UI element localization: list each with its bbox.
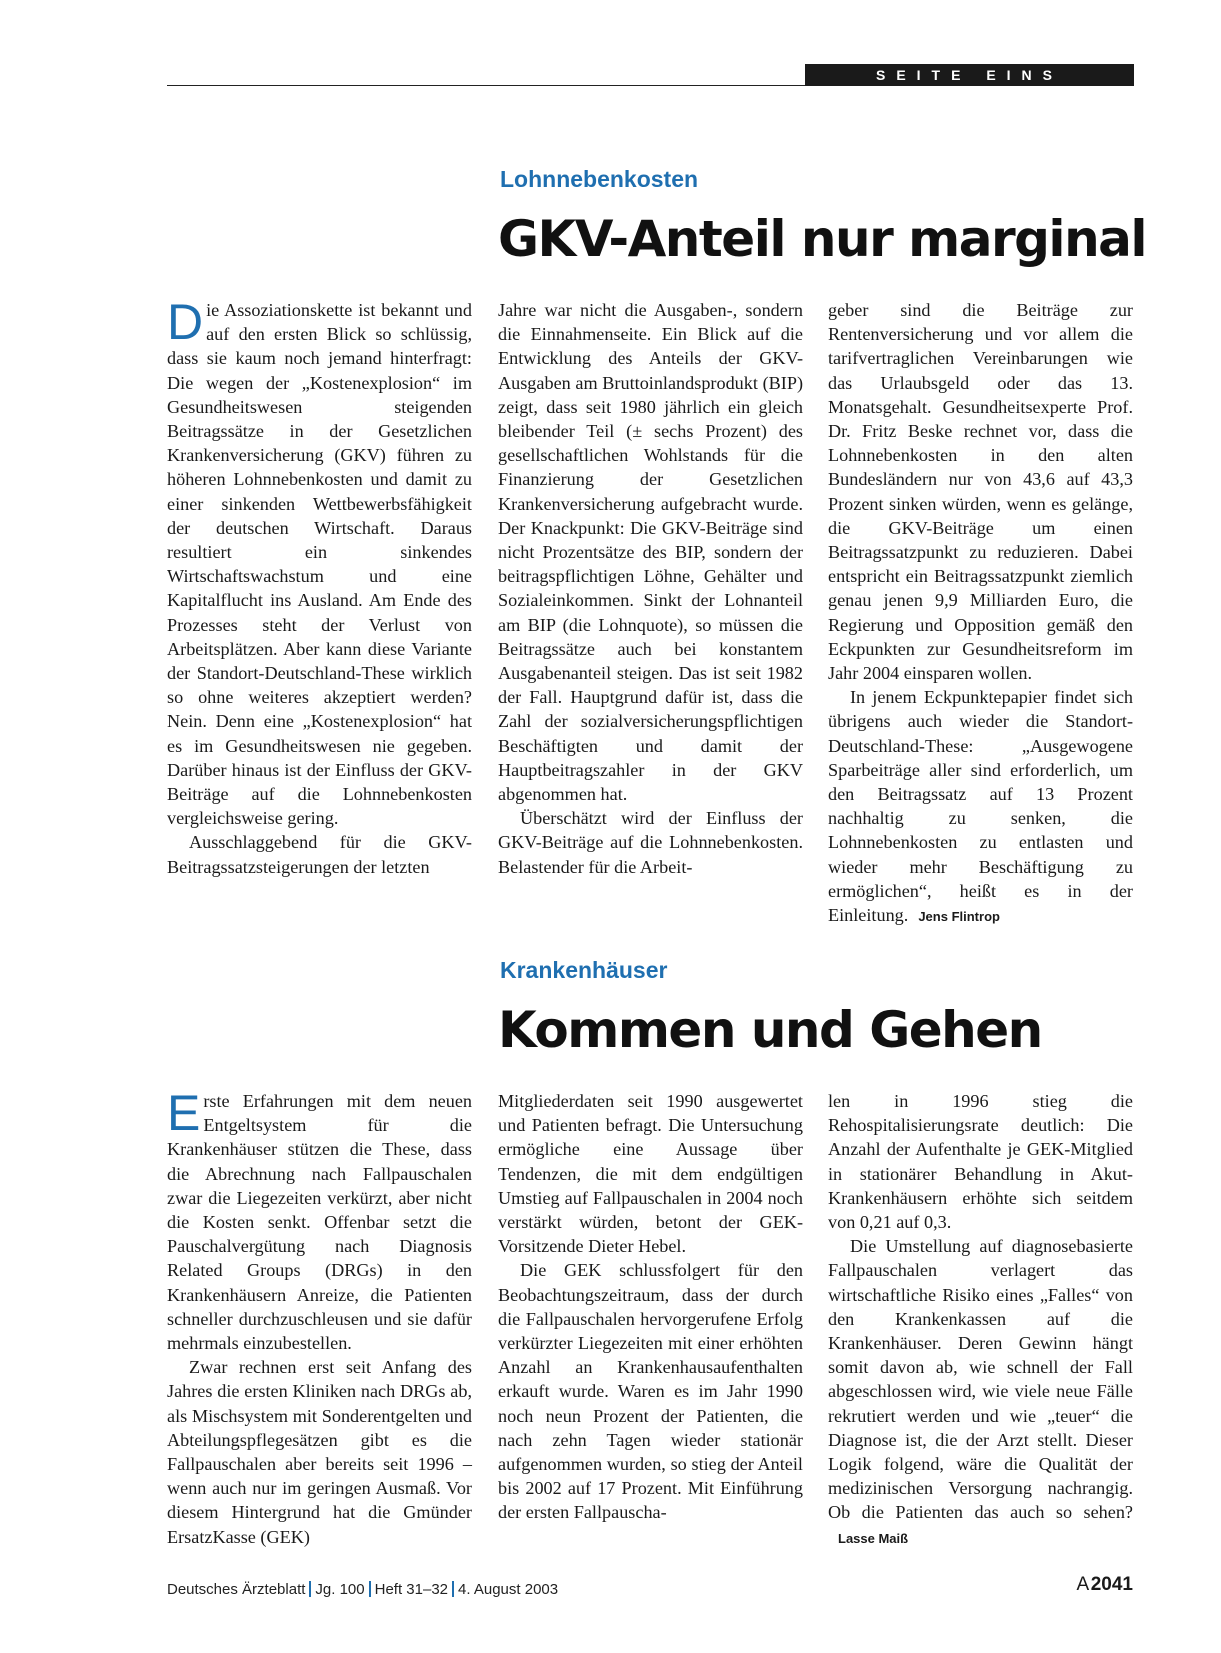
- paragraph: geber sind die Beiträge zur Rentenversicherung und vor allem die tarifvertraglichen Vereinbarungen wie das Urlaubsgeld oder das 13. Monatsgehalt. Gesundheitsexperte Prof. Dr. Fritz Beske rechnet vor, dass die Lohnnebenkosten in den alten Bundesländern nur von 43,6 auf 43,3 Prozent sinken würden, wenn es gelänge, die GKV-Beiträge um einen Beitragssatzpunkt zu reduzieren. Dabei entspricht ein Beitragssatzpunkt ziemlich genau jenen 9,9 Milliarden Euro, die Regierung und Opposition gemäß den Eckpunkten zur Gesundheitsreform im Jahr 2004 einsparen wollen.: [828, 300, 1133, 684]
- paragraph: ie Assoziationskette ist bekannt und auf den ersten Blick so schlüssig, dass sie kaum noch jemand hinterfragt: Die wegen der „Kostenexplosion“ im Gesundheitswesen steigenden Beitragssätze in der Gesetzlichen Krankenversicherung (GKV) führen zu höheren Lohnnebenkosten und damit zu einer sinkenden Wettbewerbsfähigkeit der deutschen Wirtschaft. Daraus resultiert ein sinkendes Wirtschaftswachstum und eine Kapitalflucht ins Ausland. Am Ende des Prozesses steht der Verlust von Arbeitsplätzen. Aber kann diese Variante der Standort-Deutschland-These wirklich so ohne weiteres akzeptiert werden? Nein. Denn eine „Kostenexplosion“ hat es im Gesundheitswesen nie gegeben. Darüber hinaus ist der Einfluss der GKV-Beiträge auf die Lohnnebenkosten vergleichsweise gering.: [167, 300, 472, 829]
- paragraph: Die Umstellung auf diagnosebasierte Fallpauschalen verlagert das wirtschaftliche Risiko eines „Falles“ von den Krankenkassen auf die Krankenhäuser. Deren Gewinn hängt somit davon ab, wie schnell der Fall abgeschlossen wird, wie viele neue Fälle rekrutiert werden und wie „teuer“ die Diagnose ist, die der Arzt stellt. Dieser Logik folgend, wäre die Qualität der medizinischen Versorgung nachrangig. Ob die Patienten das auch so sehen?: [828, 1236, 1133, 1523]
- footer-separator: [369, 1581, 371, 1597]
- journal-name: Deutsches Ärzteblatt: [167, 1581, 306, 1598]
- section-badge: SEITE EINS: [805, 64, 1134, 86]
- paragraph: Ausschlaggebend für die GKV-Beitragssatzsteigerungen der letzten: [167, 832, 472, 877]
- paragraph: In jenem Eckpunktepapier findet sich übrigens auch wieder die Standort-Deutschland-These: „Ausgewogene Sparbeiträge aller sind erforderlich, um den Beitragssatz auf 13 Prozent nachhaltig zu senken, die Lohnnebenkosten zu entlasten und wieder mehr Beschäftigung zu ermöglichen“, heißt es in der Einleitung.: [828, 687, 1133, 926]
- article2-kicker: Krankenhäuser: [500, 957, 668, 983]
- journal-volume: Jg. 100: [315, 1581, 365, 1598]
- paragraph: Die GEK schlussfolgert für den Beobachtungszeitraum, dass der durch die Fallpauschalen hervorgerufene Erfolg verkürzter Liegezeiten mit einer erhöhten Anzahl an Krankenhausaufenthalten erkauft wurde. Waren es im Jahr 1990 noch neun Prozent der Patienten, die nach zehn Tagen wieder stationär aufgenommen wurden, so stieg der Anteil bis 2002 auf 17 Prozent. Mit Einführung der ersten Fallpauscha-: [498, 1260, 803, 1523]
- article1-column-1: [167, 294, 472, 879]
- author-byline: Lasse Maiß: [838, 1530, 909, 1546]
- page-number-value: 2041: [1090, 1574, 1133, 1595]
- paragraph: Mitgliederdaten seit 1990 ausgewertet und Patienten befragt. Die Untersuchung ermögliche eine Aussage über Tendenzen, die mit dem endgültigen Umstieg auf Fallpauschalen in 2004 noch verstärkt würden, betont der GEK-Vorsitzende Dieter Hebel.: [498, 1091, 803, 1257]
- paragraph: Überschätzt wird der Einfluss der GKV-Beiträge auf die Lohnnebenkosten. Belastender für die Arbeit-: [498, 808, 803, 877]
- journal-issue: Heft 31–32: [374, 1581, 449, 1598]
- article2-column-2: [498, 1089, 803, 1525]
- article2-headline: Kommen und Gehen: [498, 1001, 1042, 1059]
- article1-kicker: Lohnnebenkosten: [500, 166, 699, 192]
- author-byline: Jens Flintrop: [918, 909, 1000, 925]
- page-prefix: A: [1076, 1574, 1090, 1595]
- dropcap: D: [167, 294, 204, 350]
- footer-separator: [309, 1581, 311, 1597]
- page-number: [1076, 1574, 1133, 1596]
- paragraph: rste Erfahrungen mit dem neuen Entgeltsystem für die Krankenhäuser stützen die These, dass die Abrechnung nach Fallpauschalen zwar die Liegezeiten verkürzt, aber nicht die Kosten senkt. Offenbar setzt die Pauschalvergütung nach Diagnosis Related Groups (DRGs) in den Krankenhäusern Anreize, die Patienten schneller durchzuschleusen und sie dafür mehrmals einzubestellen.: [167, 1091, 472, 1354]
- article1-headline: GKV-Anteil nur marginal: [498, 210, 1147, 268]
- article1-column-3: [828, 298, 1133, 929]
- journal-date: 4. August 2003: [458, 1581, 559, 1598]
- paragraph: Zwar rechnen erst seit Anfang des Jahres die ersten Kliniken nach DRGs ab, als Mischsystem mit Sonderentgelten und Abteilungspflegesätzen gibt es die Fallpauschalen aber bereits seit 1996 – wenn auch nur im geringen Ausmaß. Vor diesem Hintergrund hat die Gmünder ErsatzKasse (GEK): [167, 1357, 472, 1547]
- article2-column-1: [167, 1085, 472, 1549]
- page-footer: [167, 1581, 558, 1598]
- article1-column-2: [498, 298, 803, 879]
- paragraph: len in 1996 stieg die Rehospitalisierungsrate deutlich: Die Anzahl der Aufenthalte je GEK-Mitglied in stationärer Behandlung in Akut-Krankenhäusern erhöhte sich seitdem von 0,21 auf 0,3.: [828, 1091, 1133, 1233]
- dropcap: E: [167, 1085, 201, 1141]
- paragraph: Jahre war nicht die Ausgaben-, sondern die Einnahmenseite. Ein Blick auf die Entwicklung des Anteils der GKV-Ausgaben am Bruttoinlandsprodukt (BIP) zeigt, dass seit 1980 jährlich ein gleich bleibender Teil (± sechs Prozent) des gesellschaftlichen Wohlstands für die Finanzierung der Gesetzlichen Krankenversicherung aufgebracht wurde. Der Knackpunkt: Die GKV-Beiträge sind nicht Prozentsätze des BIP, sondern der beitragspflichtigen Löhne, Gehälter und Sozialeinkommen. Sinkt der Lohnanteil am BIP (die Lohnquote), so müssen die Beitragssätze auch bei konstantem Ausgabenanteil steigen. Das ist seit 1982 der Fall. Hauptgrund dafür ist, dass die Zahl der sozialversicherungspflichtigen Beschäftigten und damit der Hauptbeitragszahler in der GKV abgenommen hat.: [498, 300, 803, 805]
- footer-separator: [452, 1581, 454, 1597]
- article2-column-3: [828, 1089, 1133, 1551]
